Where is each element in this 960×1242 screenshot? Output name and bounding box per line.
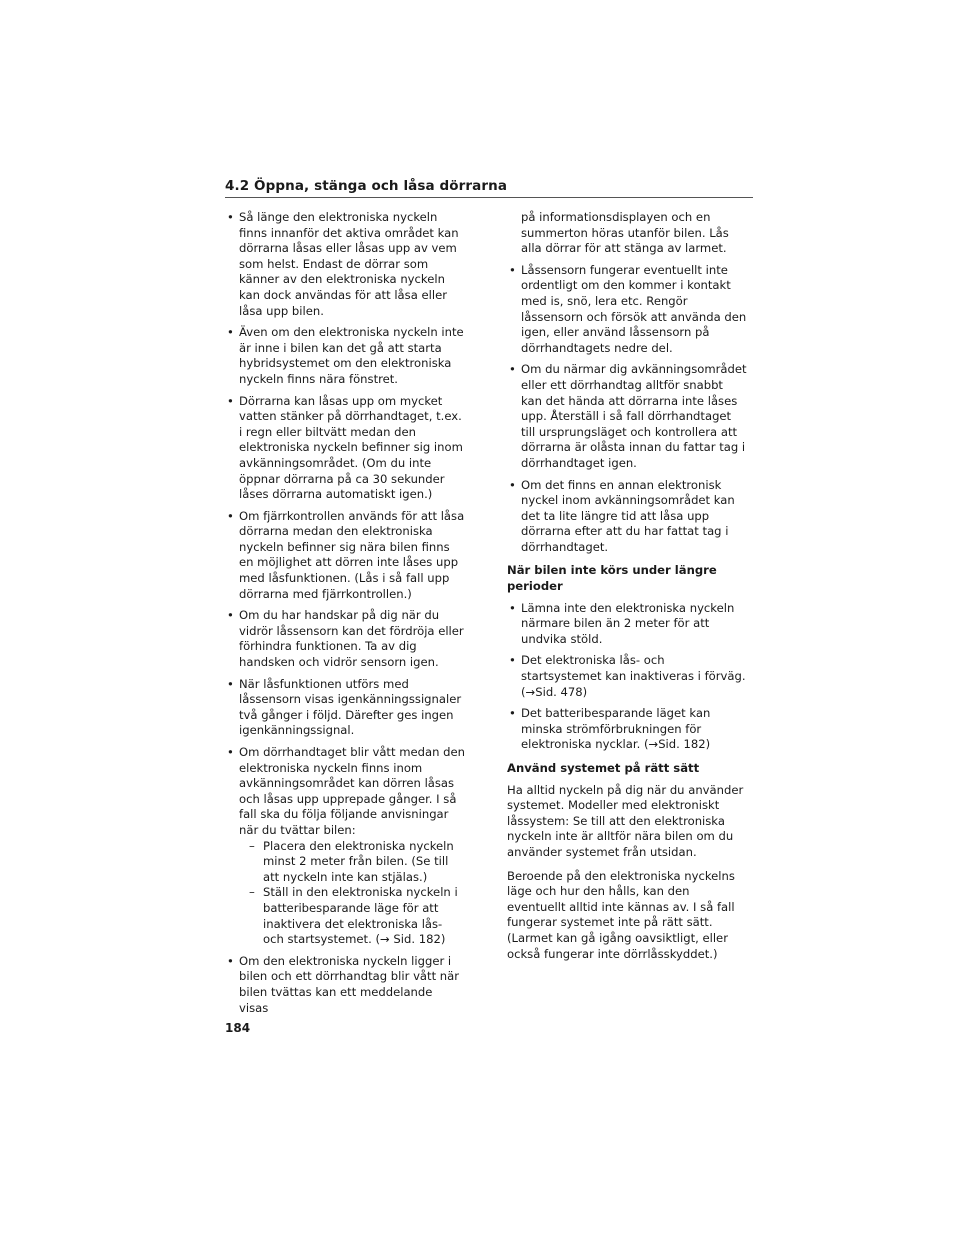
list-item: • Låssensorn fungerar eventuellt inte ordentligt om den kommer i kontakt med is, snö, lera etc. Rengör låssensorn och försök att använda den igen, eller använd låssensorn på dörrhandtagets nedre del. bbox=[507, 263, 747, 357]
list-item: • Det elektroniska lås- och startsystemet kan inaktiveras i förväg. (→Sid. 478) bbox=[507, 653, 747, 700]
bullet-list bbox=[507, 210, 747, 555]
dash-item: – Ställ in den elektroniska nyckeln i batteribesparande läge för att inaktivera det elektroniska lås- och startsystemet. (→ Sid. 182) bbox=[249, 885, 465, 947]
right-column bbox=[507, 210, 747, 970]
section-header bbox=[225, 178, 753, 198]
bullet-list bbox=[507, 601, 747, 753]
left-column bbox=[225, 210, 465, 1022]
paragraph: Beroende på den elektroniska nyckelns läge och hur den hålls, kan den eventuellt alltid inte kännas av. I så fall fungerar systemet inte på rätt sätt. (Larmet kan gå igång oavsiktligt, eller också fungerar inte dörrlåsskyddet.) bbox=[507, 868, 735, 961]
subheading-long-periods: När bilen inte körs under längre perioder bbox=[507, 563, 717, 594]
page-number: 184 bbox=[225, 1021, 251, 1035]
list-item: • Om du har handskar på dig när du vidrör låssensorn kan det fördröja eller förhindra funktionen. Ta av dig handsken och vidrör sensorn igen. bbox=[225, 608, 465, 670]
bullet-list bbox=[225, 210, 465, 1016]
dash-item: – Placera den elektroniska nyckeln minst 2 meter från bilen. (Se till att nyckeln inte kan stjälas.) bbox=[249, 839, 465, 886]
dash-list bbox=[239, 839, 465, 948]
list-item: • Om fjärrkontrollen används för att låsa dörrarna medan den elektroniska nyckeln befinner sig nära bilen finns en möjlighet att dörren inte låses upp med låsfunktionen. (Lås i så fall upp dörrarna med fjärrkontrollen.) bbox=[225, 509, 465, 603]
list-item: • Om den elektroniska nyckeln ligger i bilen och ett dörrhandtag blir vått när bilen tvättas kan ett meddelande visas bbox=[225, 954, 465, 1016]
list-item bbox=[225, 745, 465, 948]
paragraph: Ha alltid nyckeln på dig när du använder systemet. Modeller med elektroniskt låssystem: Se till att den elektroniska nyckeln inte är alltför nära bilen om du använder systemet från utsidan. bbox=[507, 782, 744, 859]
list-item-text: Om dörrhandtaget blir vått medan den elektroniska nyckeln finns inom avkänningsområdet kan dörren låsas och låsas upp upprepade gånger. I så fall ska du följa följande anvisningar när du tvättar bilen: bbox=[239, 745, 465, 837]
list-item: • Om det finns en annan elektronisk nyckel inom avkänningsområdet kan det ta lite längre tid att låsa upp dörrarna efter att du har fattat tag i dörrhandtaget. bbox=[507, 478, 747, 556]
list-item-continued: på informationsdisplayen och en summerton höras utanför bilen. Lås alla dörrar för att stänga av larmet. bbox=[521, 210, 729, 256]
list-item: • Om du närmar dig avkänningsområdet eller ett dörrhandtag alltför snabbt kan det hända att dörrarna inte låses upp. Återställ i så fall dörrhandtaget till ursprungsläget och kontrollera att dörrarna är olåsta innan du fattar tag i dörrhandtaget igen. bbox=[507, 362, 747, 471]
subheading-correct-use: Använd systemet på rätt sätt bbox=[507, 761, 700, 775]
section-title: 4.2 Öppna, stänga och låsa dörrarna bbox=[225, 178, 508, 194]
list-item: • Så länge den elektroniska nyckeln finns innanför det aktiva området kan dörrarna låsas eller låsas upp av vem som helst. Endast de dörrar som känner av den elektroniska nyckeln kan dock användas för att låsa eller låsa upp bilen. bbox=[225, 210, 465, 319]
list-item: • Dörrarna kan låsas upp om mycket vatten stänker på dörrhandtaget, t.ex. i regn eller biltvätt medan den elektroniska nyckeln befinner sig inom avkänningsområdet. (Om du inte öppnar dörrarna på ca 30 sekunder låses dörrarna automatiskt igen.) bbox=[225, 394, 465, 503]
list-item: • Det batteribesparande läget kan minska strömförbrukningen för elektroniska nycklar. (→Sid. 182) bbox=[507, 706, 747, 753]
list-item: • När låsfunktionen utförs med låssensorn visas igenkänningssignaler två gånger i följd. Därefter ges ingen igenkänningssignal. bbox=[225, 677, 465, 739]
list-item: • Lämna inte den elektroniska nyckeln närmare bilen än 2 meter för att undvika stöld. bbox=[507, 601, 747, 648]
list-item: • Även om den elektroniska nyckeln inte är inne i bilen kan det gå att starta hybridsystemet om den elektroniska nyckeln finns nära fönstret. bbox=[225, 325, 465, 387]
